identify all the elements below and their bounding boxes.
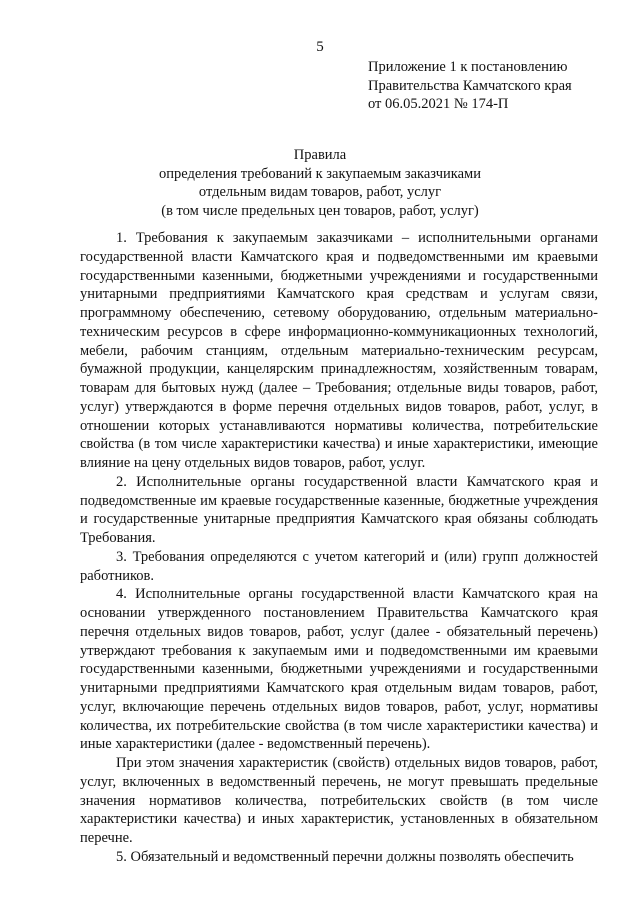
attachment-line: Правительства Камчатского края [368,77,572,94]
title-line: (в том числе предельных цен товаров, работ, услуг) [161,202,479,219]
title-line: отдельным видам товаров, работ, услуг [198,184,442,200]
attachment-header [368,58,618,114]
attachment-line: от 06.05.2021 № 174-П [368,96,509,112]
paragraph-5: 5. Обязательный и ведомственный перечни должны позволять обеспечить [116,848,574,865]
title-line: Правила [293,147,347,163]
title-line: определения требований к закупаемым заказчиками [158,165,481,182]
paragraph-2: 2. Исполнительные органы государственной власти Камчатского края и подведомственные им краевые государственные казенные, бюджетные учреждения и государственные унитарные предприятия Камчатского края обязаны соблюдать Требования. [80,473,598,546]
document-title [0,146,640,220]
paragraph-1: 1. Требования к закупаемым заказчиками – исполнительными органами государственной власти Камчатского края и подведомственными им краевыми государственными казенными, бюджетными учреждениями и государственными унитарными предприятиями Камчатского края средствам и услугам связи, программному обеспечению, сетевому оборудованию, отдельным материально-техническим ресурсов в сфере информационно-коммуникационных технологий, мебели, рабочим станциям, отдельным материально-техническим ресурсам, бумажной продукции, канцелярским принадлежностям, хозяйственным товарам, товарам для бытовых нужд (далее – Требования; отдельные виды товаров, работ, услуг) утверждаются в форме перечня отдельных видов товаров, работ, услуг, в отношении которых устанавливаются нормативы количества, потребительские свойства (в том числе характеристики качества) и иные характеристики, имеющие влияние на цену отдельных видов товаров, работ, услуг. [80,230,598,471]
paragraph-4-continued: При этом значения характеристик (свойств) отдельных видов товаров, работ, услуг, включенных в ведомственный перечень, не могут превышать предельные значения нормативов количества, потребительских свойств (в том числе характеристики качества) и иных характеристик, установленных в обязательном перечне. [80,755,598,846]
document-body [80,229,598,867]
paragraph-3: 3. Требования определяются с учетом категорий и (или) групп должностей работников. [80,548,598,584]
page-number: 5 [316,39,324,55]
paragraph-4: 4. Исполнительные органы государственной власти Камчатского края на основании утвержденного постановлением Правительства Камчатского края перечня отдельных видов товаров, работ, услуг (далее - обязательный перечень) утверждают требования к закупаемым ими и подведомственными им краевыми государственными казенными, бюджетными учреждениями и государственными унитарными предприятиями Камчатского края отдельным видам товаров, работ, услуг, включающие перечень отдельных видов товаров, работ, услуг, нормативы количества, их потребительские свойства (в том числе характеристики качества) и иные характеристики (далее - ведомственный перечень). [80,586,598,753]
attachment-line: Приложение 1 к постановлению [368,59,568,75]
